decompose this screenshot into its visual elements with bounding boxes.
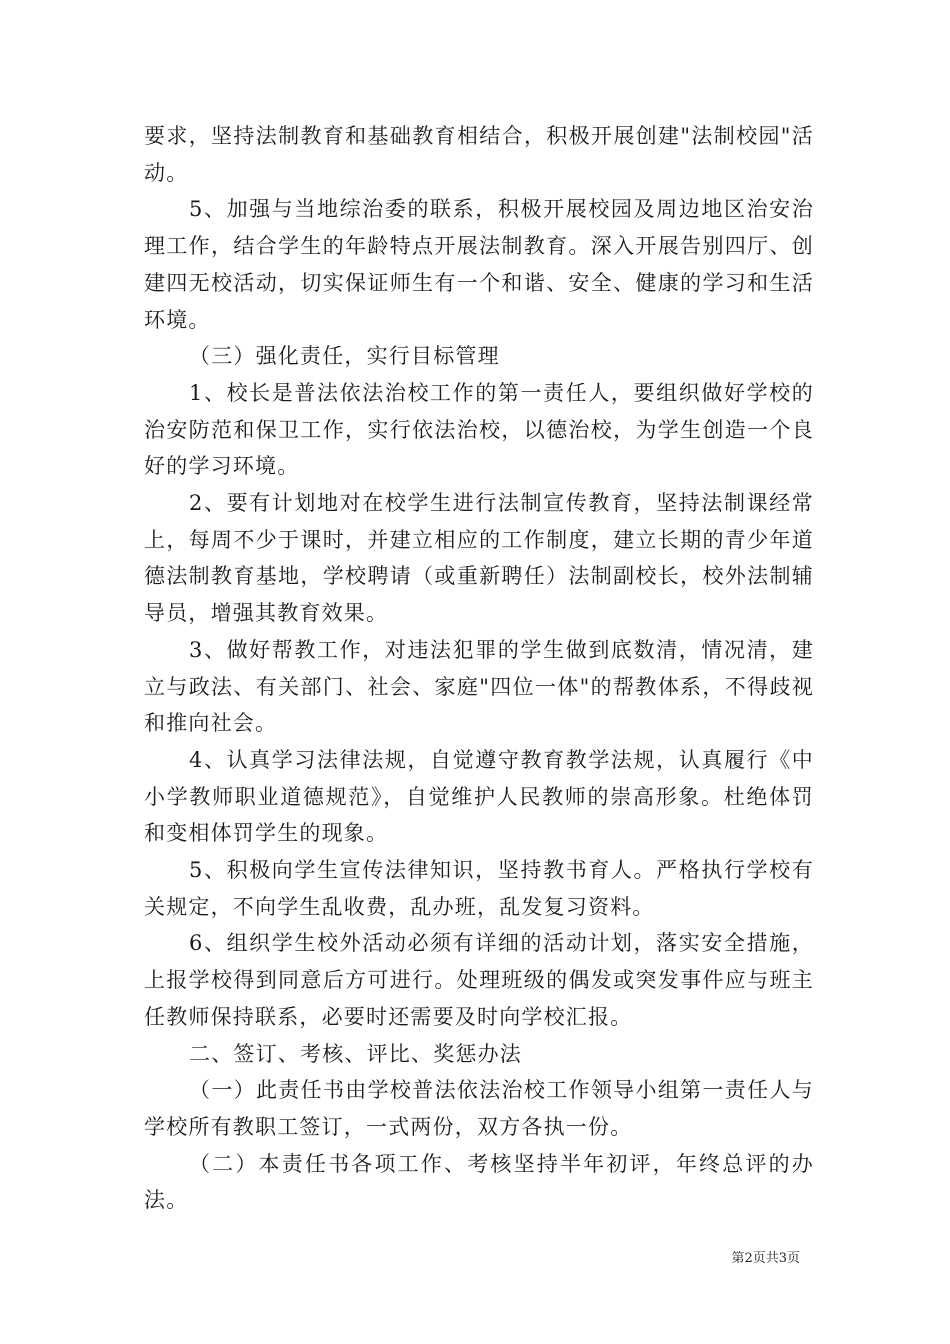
paragraph-2: 5、加强与当地综治委的联系，积极开展校园及周边地区治安治理工作，结合学生的年龄特点开展法制教育。深入开展告别四厅、创建四无校活动，切实保证师生有一个和谐、安全、健康的学习和生活环境。: [144, 197, 814, 332]
paragraph-7: 4、认真学习法律法规，自觉遵守教育教学法规，认真履行《中小学教师职业道德规范》，自觉维护人民教师的崇高形象。杜绝体罚和变相体罚学生的现象。: [144, 747, 814, 846]
paragraph-4: 1、校长是普法依法治校工作的第一责任人，要组织做好学校的治安防范和保卫工作，实行依法治校，以德治校，为学生创造一个良好的学习环境。: [144, 380, 814, 479]
paragraph-8: 5、积极向学生宣传法律知识，坚持教书育人。严格执行学校有关规定，不向学生乱收费，乱办班，乱发复习资料。: [144, 858, 814, 919]
paragraph-9: 6、组织学生校外活动必须有详细的活动计划，落实安全措施，上报学校得到同意后方可进行。处理班级的偶发或突发事件应与班主任教师保持联系，必要时还需要及时向学校汇报。: [144, 931, 814, 1029]
paragraph-1: 要求，坚持法制教育和基础教育相结合，积极开展创建"法制校园"活动。: [144, 124, 814, 185]
page-number-footer: 第2页共3页: [731, 1251, 800, 1266]
paragraph-5: 2、要有计划地对在校学生进行法制宣传教育，坚持法制课经常上，每周不少于课时，并建立相应的工作制度，建立长期的青少年道德法制教育基地，学校聘请（或重新聘任）法制副校长，校外法制辅导员，增强其教育效果。: [144, 491, 814, 626]
paragraph-11: （一）此责任书由学校普法依法治校工作领导小组第一责任人与学校所有教职工签订，一式两份，双方各执一份。: [144, 1078, 814, 1139]
document-body: [144, 118, 814, 1219]
section-heading-10: 二、签订、考核、评比、奖惩办法: [189, 1041, 522, 1066]
paragraph-12: （二）本责任书各项工作、考核坚持半年初评，年终总评的办法。: [144, 1151, 814, 1213]
paragraph-6: 3、做好帮教工作，对违法犯罪的学生做到底数清，情况清，建立与政法、有关部门、社会、家庭"四位一体"的帮教体系，不得歧视和推向社会。: [144, 637, 814, 736]
section-heading-3: （三）强化责任，实行目标管理: [189, 344, 500, 369]
